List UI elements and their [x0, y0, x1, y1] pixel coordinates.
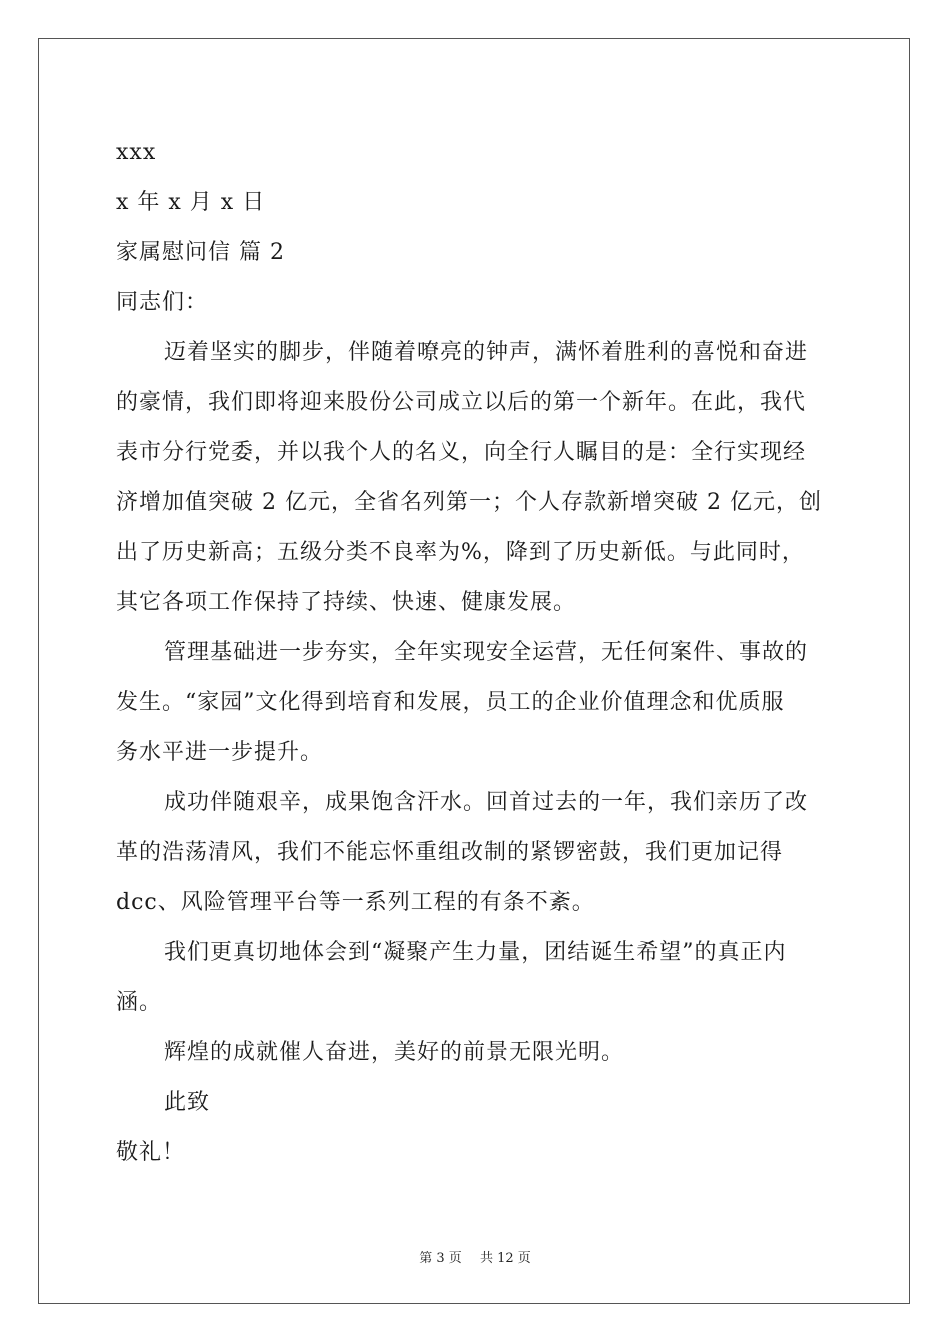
paragraph-line: 革的浩荡清风，我们不能忘怀重组改制的紧锣密鼓，我们更加记得 — [116, 840, 784, 865]
paragraph-line: 成功伴随艰辛，成果饱含汗水。回首过去的一年，我们亲历了改 — [164, 790, 809, 815]
paragraph — [116, 1028, 836, 1078]
paragraph-line: 出了历史新高；五级分类不良率为%，降到了历史新低。与此同时， — [116, 540, 805, 565]
page-number: 第 3 页 — [419, 1251, 462, 1266]
paragraph-line: 其它各项工作保持了持续、快速、健康发展。 — [116, 590, 577, 615]
paragraph — [116, 778, 836, 928]
paragraph-line: 发生。“家园”文化得到培育和发展，员工的企业价值理念和优质服 — [116, 690, 785, 715]
paragraph-line: dcc、风险管理平台等一系列工程的有条不紊。 — [116, 890, 595, 915]
paragraph-line: 管理基础进一步夯实，全年实现安全运营，无任何案件、事故的 — [164, 640, 809, 665]
paragraph-line: 迈着坚实的脚步，伴随着嘹亮的钟声，满怀着胜利的喜悦和奋进 — [164, 340, 809, 365]
paragraph-line: 济增加值突破 2 亿元，全省名列第一；个人存款新增突破 2 亿元，创 — [116, 490, 822, 515]
signature: xxx — [116, 140, 157, 165]
paragraph-line: 涵。 — [116, 990, 163, 1015]
regards: 敬礼！ — [116, 1140, 186, 1165]
paragraph-line: 表市分行党委，并以我个人的名义，向全行人瞩目的是：全行实现经 — [116, 440, 807, 465]
closing: 此致 — [164, 1090, 211, 1115]
date-line: x 年 x 月 x 日 — [116, 190, 266, 215]
paragraph-line: 辉煌的成就催人奋进，美好的前景无限光明。 — [164, 1040, 625, 1065]
paragraph — [116, 328, 836, 628]
paragraph — [116, 928, 836, 1028]
paragraph — [116, 628, 836, 778]
paragraph-line: 的豪情，我们即将迎来股份公司成立以后的第一个新年。在此，我代 — [116, 390, 807, 415]
page-total: 共 12 页 — [479, 1251, 531, 1266]
paragraph-line: 我们更真切地体会到“凝聚产生力量，团结诞生希望”的真正内 — [164, 940, 787, 965]
page-footer — [0, 1247, 950, 1266]
paragraph-line: 务水平进一步提升。 — [116, 740, 324, 765]
section-title: 家属慰问信 篇 2 — [116, 240, 285, 265]
document-body — [116, 128, 836, 1178]
salutation: 同志们： — [116, 290, 209, 315]
